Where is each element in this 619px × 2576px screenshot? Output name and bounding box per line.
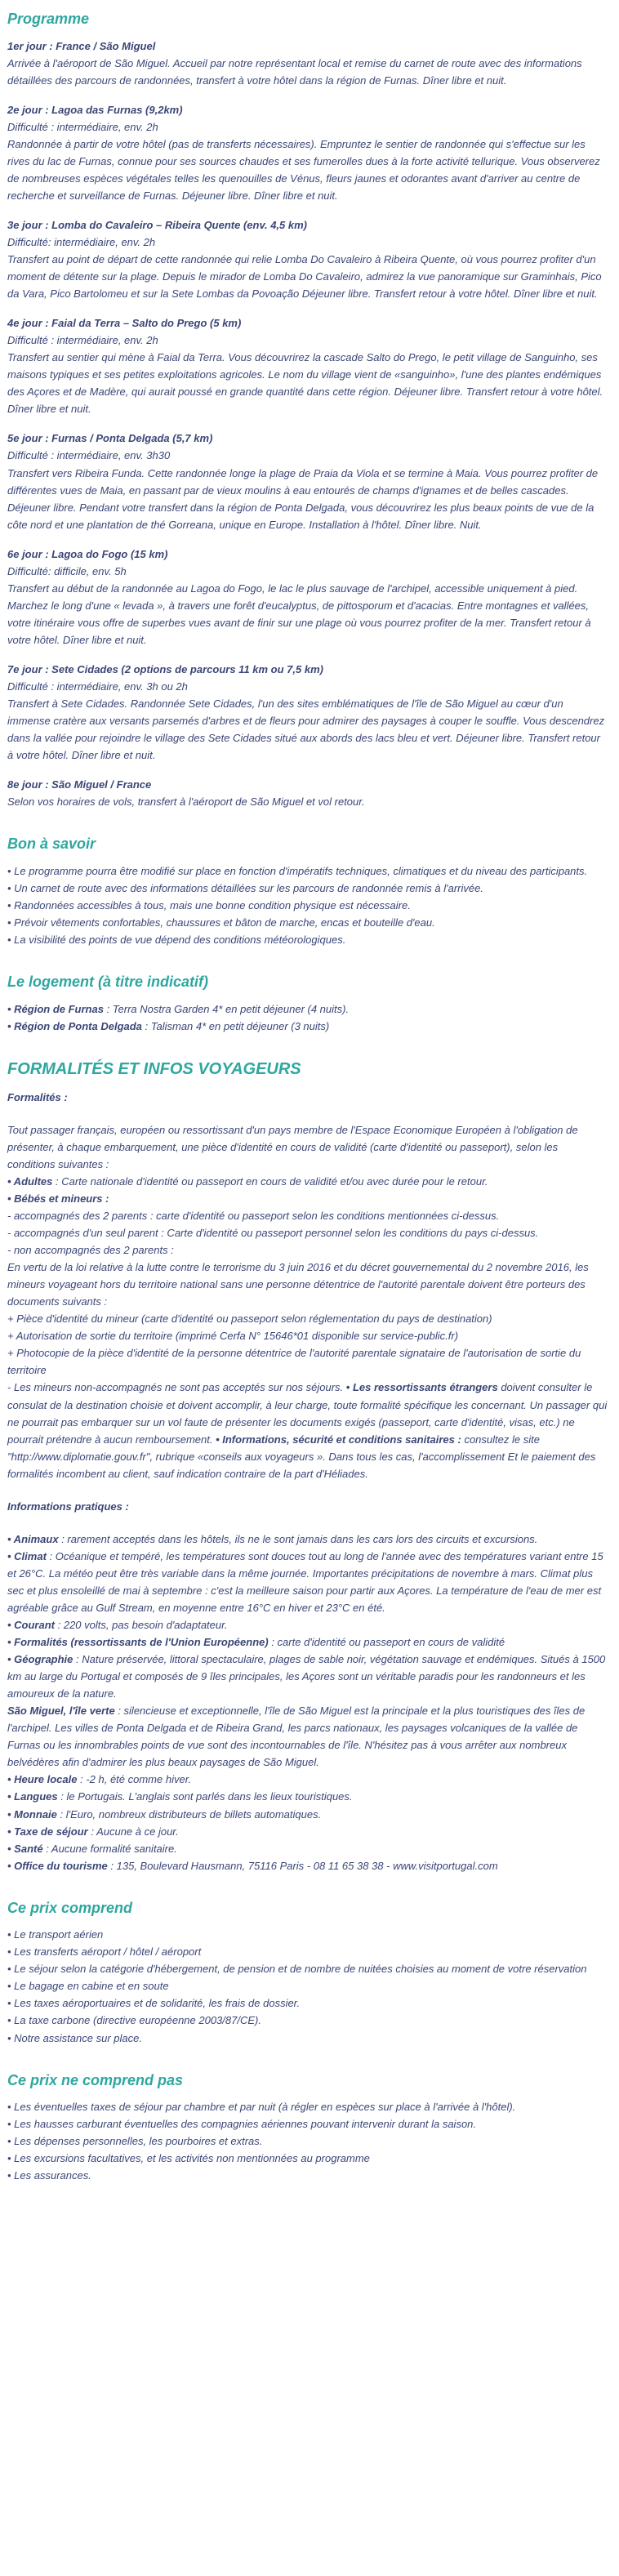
prix-comprend-heading: Ce prix comprend	[7, 1899, 133, 1916]
minors-line-3: - non accompagnés des 2 parents :	[7, 1244, 174, 1257]
day-6-title: 6e jour : Lagoa do Fogo (15 km)	[7, 547, 168, 560]
formalites-intro: Tout passager français, européen ou ressortissant d'un pays membre de l'Espace Economique Européen à l'obligation de présenter, à chaque embarquement, une pièce d'identité en cours de validité (carte d'identité ou passeport), selon les conditions suivantes :	[7, 1123, 578, 1170]
mixed-segment-5: consultez le site "http://www.diplomatie.gouv.fr", rubrique «conseils aux voyageurs ». Dans tous les cas, l'accomplissement Et le paiement des formalités incombent au client, sauf indication contraire de la part d'Héliades.	[7, 1433, 596, 1480]
pratique-sante-text: : Aucune formalité sanitaire.	[42, 1842, 177, 1855]
pratique-item-sao-miguel	[7, 1702, 608, 1771]
included-item-7: • Notre assistance sur place.	[7, 2031, 142, 2044]
programme-heading: Programme	[7, 11, 90, 27]
pratique-formalites-text: : carte d'identité ou passeport en cours de validité	[268, 1636, 505, 1649]
pratique-office-text: : 135, Boulevard Hausmann, 75116 Paris - 08 11 65 38 38 - www.visitportugal.com	[107, 1859, 498, 1872]
day-7-title: 7e jour : Sete Cidades (2 options de parcours 11 km ou 7,5 km)	[7, 663, 323, 675]
prix-comprend-section	[7, 1926, 608, 2046]
tip-item-2: • Un carnet de route avec des informations détaillées sur les parcours de randonnée remis à l'arrivée.	[7, 881, 483, 894]
mixed-segment-3: doivent consulter le consulat de la destination choisie et doivent accomplir, à leur charge, toute formalité spécifique les concernant. Un passager qui ne pourrait pas embarquer sur un vol faute de présenter les documents exigés (passeport, carte d'identité, visas, etc.) ne pourrait prétendre à aucun remboursement.	[7, 1381, 608, 1446]
pratique-geographie-text: : Nature préservée, littoral spectaculaire, plages de sable noir, végétation sauvage et endémiques. Situés à 1500 km au large du Portugal et composés de 9 îles principales, les Açores sont un véritable paradis pour les randonneurs et les amoureux de la nature.	[7, 1653, 606, 1700]
required-doc-2: + Autorisation de sortie du territoire (imprimé Cerfa N° 15646*01 disponible sur service-public.fr)	[7, 1330, 459, 1343]
pratique-item-climat	[7, 1548, 608, 1616]
excluded-item-1: • Les éventuelles taxes de séjour par chambre et par nuit (à régler en espèces sur place à l'arrivée à l'hôtel).	[7, 2101, 516, 2114]
pratique-animaux-text: : rarement acceptés dans les hôtels, ils ne le sont jamais dans les cars lors des circuits et excursions.	[58, 1532, 538, 1545]
formalites-subtitle: Formalités :	[7, 1090, 68, 1103]
tip-item-3: • Randonnées accessibles à tous, mais une bonne condition physique est nécessaire.	[7, 898, 411, 911]
day-1-title: 1er jour : France / São Miguel	[7, 39, 156, 52]
pratique-office-label: • Office du tourisme	[7, 1859, 108, 1872]
formalites-section	[7, 1089, 608, 1874]
pratique-climat-text: : Océanique et tempéré, les températures sont douces tout au long de l'année avec des températures variant entre 15 et 26°C. La météo peut être très variable dans la même journée. Importantes précipitations de novembre à mars. Climat plus sec et plus ensoleillé de mai à septembre : c'est la meilleure saison pour partir aux Açores. La température de l'eau de mer est agréable grâce au Gulf Stream, en moyenne entre 16°C en hiver et 23°C en été.	[7, 1549, 603, 1614]
pratique-item-monnaie	[7, 1806, 608, 1823]
bon-a-savoir-section	[7, 862, 608, 948]
mixed-paragraph	[7, 1379, 608, 1482]
day-6-difficulty: Difficulté: difficile, env. 5h	[7, 564, 127, 577]
formalites-heading: FORMALITÉS ET INFOS VOYAGEURS	[7, 1059, 301, 1078]
adultes-item	[7, 1173, 608, 1190]
mixed-segment-2: • Les ressortissants étrangers	[345, 1381, 501, 1394]
day-2-block	[7, 101, 608, 204]
excluded-item-2: • Les hausses carburant éventuelles des compagnies aériennes pouvant intervenir durant la saison.	[7, 2118, 477, 2131]
pratique-langues-label: • Langues	[7, 1790, 58, 1803]
lodging-item-2-text: : Talisman 4* en petit déjeuner (3 nuits)	[141, 1019, 330, 1032]
included-item-6: • La taxe carbone (directive européenne 2003/87/CE).	[7, 2014, 261, 2027]
pratique-courant-label: • Courant	[7, 1619, 55, 1632]
pratique-langues-text: : le Portugais. L'anglais sont parlés dans les lieux touristiques.	[57, 1790, 353, 1803]
included-item-2: • Les transferts aéroport / hôtel / aéroport	[7, 1945, 202, 1959]
day-2-title: 2e jour : Lagoa das Furnas (9,2km)	[7, 103, 183, 116]
minors-line-2: - accompagnés d'un seul parent : Carte d'identité ou passeport personnel selon les conditions du pays ci-dessus.	[7, 1227, 539, 1240]
day-5-title: 5e jour : Furnas / Ponta Delgada (5,7 km)	[7, 432, 213, 445]
day-5-body: Transfert vers Ribeira Funda. Cette randonnée longe la plage de Praia da Viola et se termine à Maia. Vous pourrez profiter de différentes vues de Maia, en passant par de vieux moulins à eau entourés de champs d'ignames et de belles cascades. Déjeuner libre. Pendant votre transfert dans la région de Ponta Delgada, vous découvrirez les plus beaux points de vue de la côte nord et une plantation de thé Gorreana, unique en Europe. Installation à l'hôtel. Dîner libre. Nuit.	[7, 466, 599, 531]
day-2-body: Randonnée à partir de votre hôtel (pas de transferts nécessaires). Empruntez le sentier de randonnée qui s'effectue sur les rives du lac de Furnas, connue pour ses sources chaudes et ses fumerolles dues à la forte activité tellurique. Vous observerez de nombreuses espèces végétales telles les quenouilles de Vénus, fleurs jaunes et odorantes avant d'arriver au centre de recherche et surveillance de Furnas. Déjeuner libre. Dîner libre et nuit.	[7, 137, 600, 202]
pratique-heure-label: • Heure locale	[7, 1773, 78, 1786]
required-doc-1: + Pièce d'identité du mineur (carte d'identité ou passeport selon réglementation du pays de destination)	[7, 1313, 492, 1326]
day-5-block	[7, 430, 608, 533]
pratique-item-langues	[7, 1788, 608, 1805]
day-8-title: 8e jour : São Miguel / France	[7, 778, 152, 791]
logement-section	[7, 1001, 608, 1035]
pratique-monnaie-label: • Monnaie	[7, 1807, 57, 1821]
included-item-5: • Les taxes aéroportuaires et de solidarité, les frais de dossier.	[7, 1997, 301, 2010]
pratique-sante-label: • Santé	[7, 1842, 43, 1855]
day-7-body: Transfert à Sete Cidades. Randonnée Sete Cidades, l'un des sites emblématiques de l'île de São Miguel au cœur d'un immense cratère aux versants parsemés d'arbres et de fleurs pour admirer des paysages à couper le souffle. Vous descendrez dans la vallée pour rejoindre le village des Sete Cidades situé aux abords des lacs bleu et vert. Déjeuner libre. Transfert retour à votre hôtel. Dîner libre et nuit.	[7, 697, 605, 762]
pratique-formalites-label: • Formalités (ressortissants de l'Union Européenne)	[7, 1636, 269, 1649]
mixed-segment-4: • Informations, sécurité et conditions sanitaires :	[216, 1433, 465, 1446]
pratique-sao-miguel-label: São Miguel, l'île verte	[7, 1705, 115, 1718]
prix-ne-comprend-pas-section	[7, 2098, 608, 2184]
pratique-taxe-label: • Taxe de séjour	[7, 1825, 88, 1838]
pratique-item-geographie	[7, 1651, 608, 1702]
pratique-item-sante	[7, 1840, 608, 1857]
bebes-item: • Bébés et mineurs :	[7, 1192, 109, 1205]
pratique-item-courant	[7, 1616, 608, 1633]
adultes-label: • Adultes	[7, 1174, 53, 1188]
day-8-block	[7, 776, 608, 810]
adultes-text: : Carte nationale d'identité ou passeport en cours de validité et/ou avec durée pour le retour.	[52, 1174, 488, 1188]
law-paragraph: En vertu de la loi relative à la lutte contre le terrorisme du 3 juin 2016 et du décret gouvernemental du 2 novembre 2016, les mineurs voyageant hors du territoire national sans une personne détentrice de l'autorité parentale doivent être porteurs des documents suivants :	[7, 1261, 589, 1308]
pratique-sao-miguel-text: : silencieuse et exceptionnelle, l'île de São Miguel est la principale et la plus touristiques des îles de l'archipel. Les villes de Ponta Delgada et de Ribeira Grand, les parcs nationaux, les paysages volcaniques de la vallée de Furnas ou les innombrables points de vue sont des incontournables de l'île. N'hésitez pas à vous arrêter aux nombreux belvédères afin d'admirer les plus beaux paysages de São Miguel.	[7, 1705, 586, 1769]
pratique-item-animaux	[7, 1531, 608, 1548]
pratique-item-office	[7, 1857, 608, 1874]
included-item-4: • Le bagage en cabine et en soute	[7, 1980, 169, 1993]
tip-item-5: • La visibilité des points de vue dépend des conditions météorologiques.	[7, 934, 346, 947]
pratique-item-heure	[7, 1771, 608, 1788]
mixed-segment-1: - Les mineurs non-accompagnés ne sont pas acceptés sur nos séjours.	[7, 1381, 346, 1394]
lodging-item-2	[7, 1018, 608, 1035]
day-3-block	[7, 216, 608, 302]
pratique-courant-text: : 220 volts, pas besoin d'adaptateur.	[55, 1619, 228, 1632]
logement-heading: Le logement (à titre indicatif)	[7, 974, 209, 991]
pratiques-title: Informations pratiques :	[7, 1500, 129, 1513]
day-2-difficulty: Difficulté : intermédiaire, env. 2h	[7, 120, 158, 133]
day-7-block	[7, 661, 608, 764]
day-4-difficulty: Difficulté : intermédiaire, env. 2h	[7, 334, 158, 347]
pratique-taxe-text: : Aucune à ce jour.	[87, 1825, 179, 1838]
included-item-3: • Le séjour selon la catégorie d'hébergement, de pension et de nombre de nuitées choisies au moment de votre réservation	[7, 1963, 587, 1976]
excluded-item-3: • Les dépenses personnelles, les pourboires et extras.	[7, 2135, 263, 2148]
programme-section	[7, 38, 608, 811]
excluded-item-5: • Les assurances.	[7, 2169, 91, 2182]
lodging-item-1-text: : Terra Nostra Garden 4* en petit déjeuner (4 nuits).	[103, 1002, 350, 1015]
day-4-block	[7, 314, 608, 417]
day-1-body: Arrivée à l'aéroport de São Miguel. Accueil par notre représentant local et remise du carnet de route avec des informations détaillées des parcours de randonnées, transfert à votre hôtel dans la région de Furnas. Dîner libre et nuit.	[7, 56, 582, 87]
tip-item-4: • Prévoir vêtements confortables, chaussures et bâton de marche, encas et bouteille d'eau.	[7, 916, 435, 929]
day-4-title: 4e jour : Faial da Terra – Salto do Prego (5 km)	[7, 317, 242, 330]
required-doc-3: + Photocopie de la pièce d'identité de la personne détentrice de l'autorité parentale signataire de l'autorisation de sortie du territoire	[7, 1347, 581, 1377]
prix-ne-comprend-pas-heading: Ce prix ne comprend pas	[7, 2071, 184, 2088]
day-3-difficulty: Difficulté: intermédiaire, env. 2h	[7, 235, 156, 248]
day-3-title: 3e jour : Lomba do Cavaleiro – Ribeira Quente (env. 4,5 km)	[7, 218, 307, 231]
excluded-item-4: • Les excursions facultatives, et les activités non mentionnées au programme	[7, 2152, 370, 2165]
day-6-body: Transfert au début de la randonnée au Lagoa do Fogo, le lac le plus sauvage de l'archipel, accessible uniquement à pied. Marchez le long d'une « levada », à travers une forêt d'eucalyptus, de pittosporum et d'acacias. Entre montagnes et vallées, votre itinéraire vous offre de superbes vues avant de finir sur une plage où vous pourrez profiter de la mer. Transfert retour à votre hôtel. Dîner libre et nuit.	[7, 582, 591, 646]
pratique-geographie-label: • Géographie	[7, 1653, 73, 1666]
day-7-difficulty: Difficulté : intermédiaire, env. 3h ou 2h	[7, 680, 188, 693]
pratique-animaux-label: • Animaux	[7, 1532, 59, 1545]
lodging-item-1	[7, 1001, 608, 1018]
pratique-climat-label: • Climat	[7, 1549, 47, 1562]
day-3-body: Transfert au point de départ de cette randonnée qui relie Lomba Do Cavaleiro à Ribeira Quente, où vous pourrez profiter d'un moment de détente sur la plage. Depuis le mirador de Lomba Do Cavaleiro, admirez la vue panoramique sur Graminhais, Pico da Vara, Pico Bartolomeu et sur la Sete Lombas da Povoação Déjeuner libre. Transfert retour à votre hôtel. Dîner libre et nuit.	[7, 253, 602, 301]
pratique-monnaie-text: : l'Euro, nombreux distributeurs de billets automatiques.	[56, 1807, 322, 1821]
lodging-item-1-label: • Région de Furnas	[7, 1002, 104, 1015]
tip-item-1: • Le programme pourra être modifié sur place en fonction d'impératifs techniques, climatiques et du niveau des participants.	[7, 864, 588, 877]
day-6-block	[7, 546, 608, 648]
minors-line-1: - accompagnés des 2 parents : carte d'identité ou passeport selon les conditions mentionnées ci-dessus.	[7, 1209, 500, 1222]
pratique-item-taxe	[7, 1823, 608, 1840]
day-1-block	[7, 38, 608, 89]
included-item-1: • Le transport aérien	[7, 1928, 104, 1941]
day-8-body: Selon vos horaires de vols, transfert à l'aéroport de São Miguel et vol retour.	[7, 796, 365, 809]
pratique-item-formalites	[7, 1633, 608, 1651]
lodging-item-2-label: • Région de Ponta Delgada	[7, 1019, 142, 1032]
bon-a-savoir-heading: Bon à savoir	[7, 836, 96, 853]
pratique-heure-text: : -2 h, été comme hiver.	[77, 1773, 192, 1786]
day-5-difficulty: Difficulté : intermédiaire, env. 3h30	[7, 449, 171, 462]
day-4-body: Transfert au sentier qui mène à Faial da Terra. Vous découvrirez la cascade Salto do Prego, le petit village de Sanguinho, ses maisons typiques et ses petites exploitations agricoles. Le nom du village vient de «sanguinho», l'une des plantes endémiques des Açores et de Madère, qui aurait poussé en grande quantité dans cette région. Déjeuner libre. Transfert retour à votre hôtel. Dîner libre et nuit.	[7, 351, 603, 416]
